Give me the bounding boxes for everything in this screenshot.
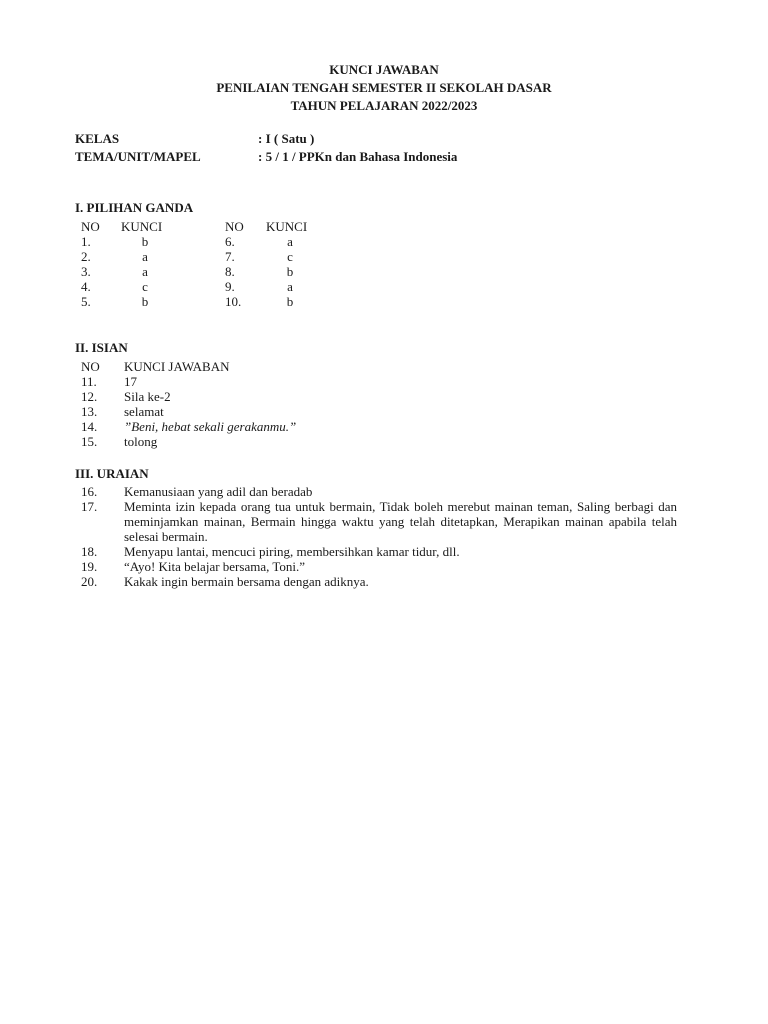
uraian-jawaban: Kemanusiaan yang adil dan beradab xyxy=(124,484,313,499)
kelas-label: KELAS xyxy=(75,131,120,146)
isian-jawaban: selamat xyxy=(124,404,164,419)
uraian-no: 17. xyxy=(81,499,98,514)
isian-no: 12. xyxy=(81,389,98,404)
isian-col-kunci: KUNCI JAWABAN xyxy=(124,359,230,374)
tema-value: : 5 / 1 / PPKn dan Bahasa Indonesia xyxy=(258,149,458,164)
pg-kunci: b xyxy=(286,264,294,279)
pg-col-kunci-right: KUNCI xyxy=(266,219,308,234)
uraian-no: 20. xyxy=(81,574,98,589)
isian-no: 11. xyxy=(81,374,97,389)
pg-kunci: b xyxy=(286,294,294,309)
pg-no: 10. xyxy=(225,294,242,309)
kelas-value: : I ( Satu ) xyxy=(258,131,315,146)
pg-no: 4. xyxy=(81,279,91,294)
isian-no: 13. xyxy=(81,404,98,419)
uraian-jawaban: Meminta izin kepada orang tua untuk bermain, Tidak boleh merebut mainan teman, Saling berbagi dan meminjamkan mainan, Bermain hingga waktu yang telah ditetapkan, Merapikan mainan apabila telah selesai bermain. xyxy=(124,499,677,544)
pg-kunci: a xyxy=(142,249,148,264)
pg-no: 8. xyxy=(225,264,235,279)
pg-col-no-left: NO xyxy=(81,219,100,234)
isian-col-no: NO xyxy=(81,359,100,374)
pg-no: 3. xyxy=(81,264,91,279)
uraian-jawaban: “Ayo! Kita belajar bersama, Toni.” xyxy=(124,559,306,574)
pg-no: 9. xyxy=(225,279,235,294)
doc-title: KUNCI JAWABAN xyxy=(329,62,439,77)
pg-no: 1. xyxy=(81,234,91,249)
pg-kunci: a xyxy=(287,279,293,294)
isian-jawaban: ”Beni, hebat sekali gerakanmu.” xyxy=(124,419,297,434)
pg-kunci: c xyxy=(142,279,148,294)
isian-jawaban: 17 xyxy=(124,374,137,389)
uraian-no: 19. xyxy=(81,559,98,574)
section-uraian-heading: III. URAIAN xyxy=(75,466,149,481)
doc-year: TAHUN PELAJARAN 2022/2023 xyxy=(290,98,478,113)
isian-jawaban: tolong xyxy=(124,434,158,449)
pg-kunci: b xyxy=(141,234,149,249)
isian-no: 14. xyxy=(81,419,98,434)
isian-jawaban: Sila ke-2 xyxy=(124,389,171,404)
doc-subtitle: PENILAIAN TENGAH SEMESTER II SEKOLAH DASAR xyxy=(216,80,552,95)
pg-kunci: b xyxy=(141,294,149,309)
uraian-jawaban: Kakak ingin bermain bersama dengan adiknya. xyxy=(124,574,369,589)
uraian-no: 16. xyxy=(81,484,98,499)
section-pilihan-ganda-heading: I. PILIHAN GANDA xyxy=(75,200,194,215)
pg-col-kunci-left: KUNCI xyxy=(121,219,163,234)
section-isian-heading: II. ISIAN xyxy=(75,340,128,355)
pg-no: 6. xyxy=(225,234,235,249)
pg-kunci: c xyxy=(287,249,293,264)
pg-no: 5. xyxy=(81,294,91,309)
uraian-jawaban: Menyapu lantai, mencuci piring, membersihkan kamar tidur, dll. xyxy=(124,544,460,559)
isian-no: 15. xyxy=(81,434,98,449)
pg-kunci: a xyxy=(142,264,148,279)
pg-kunci: a xyxy=(287,234,293,249)
pg-no: 2. xyxy=(81,249,91,264)
pg-no: 7. xyxy=(225,249,235,264)
uraian-no: 18. xyxy=(81,544,98,559)
pg-col-no-right: NO xyxy=(225,219,244,234)
tema-label: TEMA/UNIT/MAPEL xyxy=(75,149,201,164)
